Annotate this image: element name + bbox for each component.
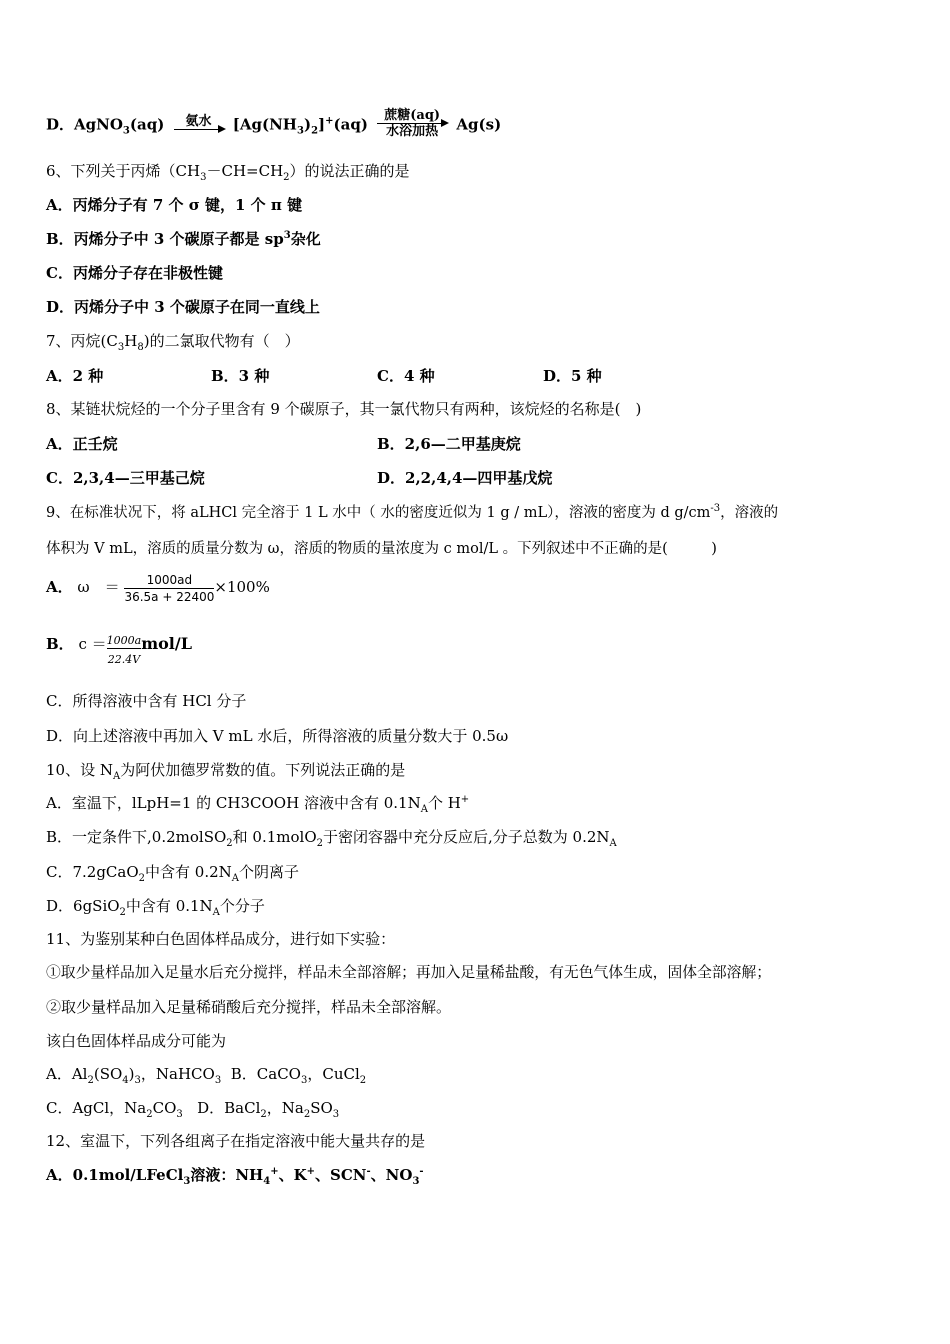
fraction: $\frac{1000ad}{36.5a + 22400}$ bbox=[124, 572, 215, 604]
q11-option-c: C．AgCl，$Na_2CO_3$ bbox=[46, 1099, 183, 1120]
q9-stem-line2: 体积为 V mL，溶质的质量分数为 ω，溶质的物质的量浓度为 c mol/L 。下列叙述中不正确的是( ) bbox=[46, 541, 717, 557]
q11-option-b: B．CaCO$_3$，CuCl$_2$ bbox=[230, 1065, 367, 1086]
q11-step-1: ①取少量样品加入足量水后充分搅拌，样品未全部溶解；再加入足量稀盐酸，有无色气体生成，固体全部溶解； bbox=[46, 964, 772, 981]
q7-option-a: A．2 种 bbox=[46, 367, 104, 385]
q10-option-d: D．6gSiO$_2$中含有 $0.1N_A$个分子 bbox=[46, 897, 265, 918]
q11-stem: 11、为鉴别某种白色固体样品成分，进行如下实验： bbox=[46, 930, 396, 948]
fraction: $\frac{1000a}{22.4V}$ bbox=[106, 634, 142, 666]
q6-option-c: C．丙烯分子存在非极性键 bbox=[46, 264, 223, 282]
product: Ag(s) bbox=[456, 115, 502, 134]
q10-option-a: A．室温下，lLpH=1 的 CH3COOH 溶液中含有 $0.1N_A$个 H+ bbox=[46, 794, 470, 815]
q6-stem: 6、下列关于丙烯$(CH_3-CH=CH_2)$的说法正确的是 bbox=[46, 162, 410, 183]
q9-option-d: D．向上述溶液中再加入 V mL 水后，所得溶液的质量分数大于 0.5ω bbox=[46, 727, 509, 745]
q5-option-d: D．AgNO$_3$(aq) 氨水 $[Ag(NH_3)_2]^+(aq)$ 蔗糖(aq) 水浴加热 Ag(s) bbox=[46, 108, 502, 139]
q7-option-b: B．3 种 bbox=[211, 367, 270, 385]
q6-option-a: A．丙烯分子有 7 个 σ 键，1 个 π 键 bbox=[46, 196, 303, 214]
reaction-arrow-1: 氨水 bbox=[174, 114, 224, 130]
reaction-arrow-2: 蔗糖(aq) 水浴加热 bbox=[377, 108, 447, 139]
q8-option-d: D．2,2,4,4—四甲基戊烷 bbox=[377, 469, 553, 487]
q7-stem: 7、丙烷$(C_3H_8)$的二氯取代物有（ ） bbox=[46, 332, 300, 353]
q6-option-d: D．丙烯分子中 3 个碳原子在同一直线上 bbox=[46, 298, 320, 316]
q9-option-c: C．所得溶液中含有 HCl 分子 bbox=[46, 692, 247, 710]
q12-option-a: A．0.1mol/LFeCl$_3$溶液：$NH_4^+$、K+、SCN-、$NO_3^-$ bbox=[46, 1166, 424, 1187]
q11-options-ab bbox=[46, 1064, 366, 1084]
q9-stem-line1: 9、在标准状况下，将 aLHCl 完全溶于 1 L 水中（ 水的密度近似为 1 g / mL），溶液的密度为 d $g/cm^{-3}$，溶液的 bbox=[46, 503, 779, 521]
q11-options-cd bbox=[46, 1098, 339, 1118]
q8-option-b: B．2,6—二甲基庚烷 bbox=[377, 435, 521, 453]
reactant: AgNO bbox=[74, 115, 123, 134]
q7-option-d: D．5 种 bbox=[543, 367, 602, 385]
q11-step-2: ②取少量样品加入足量稀硝酸后充分搅拌，样品未全部溶解。 bbox=[46, 998, 452, 1016]
q10-stem: 10、设 $N_A$为阿伏加德罗常数的值。下列说法正确的是 bbox=[46, 761, 406, 782]
q8-option-c: C．2,3,4—三甲基己烷 bbox=[46, 469, 205, 487]
q9-option-b: B． c ＝ $\frac{1000a}{22.4V}$ mol/L bbox=[46, 634, 192, 666]
q8-stem: 8、某链状烷烃的一个分子里含有 9 个碳原子，其一氯代物只有两种，该烷烃的名称是( ) bbox=[46, 400, 642, 418]
q11-option-a: A．$Al_2(SO_4)_3$，NaHCO$_3$ bbox=[46, 1065, 222, 1086]
q11-question: 该白色固体样品成分可能为 bbox=[46, 1032, 227, 1050]
option-label: D． bbox=[46, 115, 75, 134]
q11-option-d: D．BaCl$_2$，$Na_2SO_3$ bbox=[197, 1099, 340, 1120]
q12-stem: 12、室温下，下列各组离子在指定溶液中能大量共存的是 bbox=[46, 1132, 426, 1150]
q9-option-a: A． ω ＝ $\frac{1000ad}{36.5a + 22400}$ ×100% bbox=[46, 572, 270, 604]
q6-option-b: B．丙烯分子中 3 个碳原子都是 $sp^3$杂化 bbox=[46, 230, 321, 248]
q8-option-a: A．正壬烷 bbox=[46, 435, 118, 453]
q10-option-c: C．7.2gCaO$_2$中含有 $0.2N_A$个阴离子 bbox=[46, 863, 300, 884]
q10-option-b: B．一定条件下,0.2molSO$_2$和 0.1molO$_2$于密闭容器中充分反应后,分子总数为 $0.2N_A$ bbox=[46, 828, 617, 849]
q7-option-c: C．4 种 bbox=[377, 367, 435, 385]
